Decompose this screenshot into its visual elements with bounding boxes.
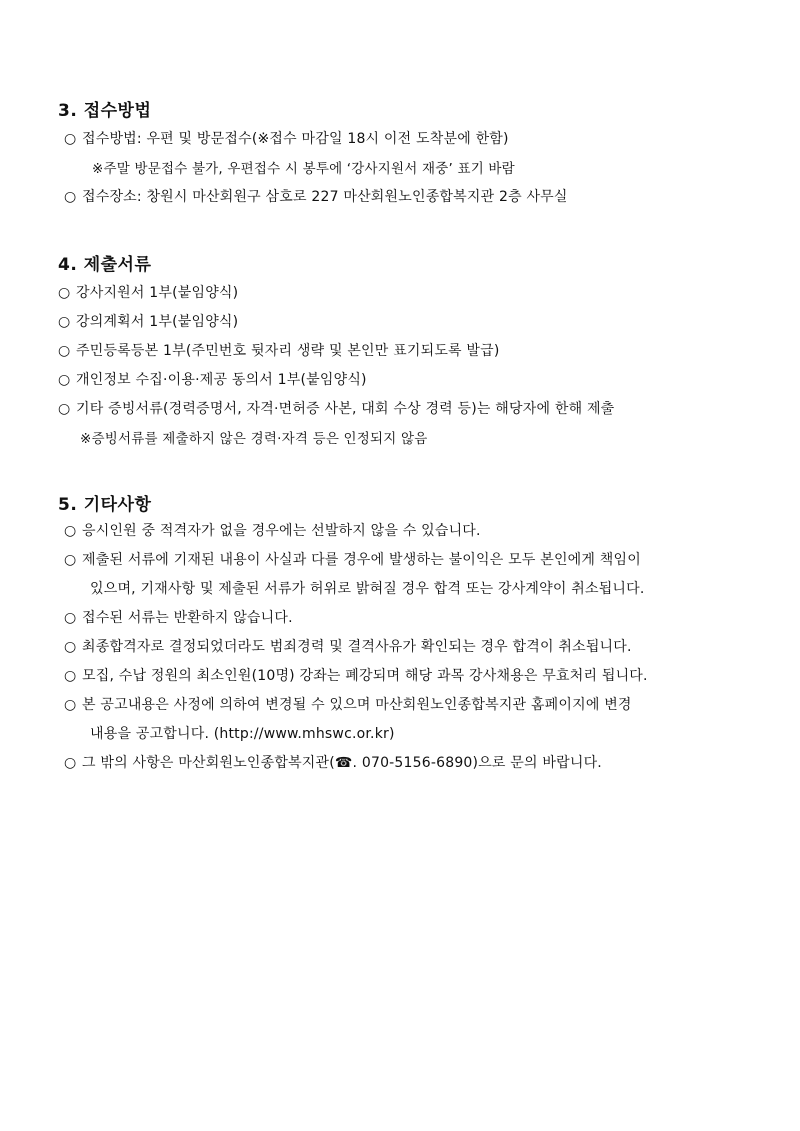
list-item <box>64 128 509 148</box>
list-item <box>58 369 367 389</box>
list-item <box>58 340 500 360</box>
list-item-text: 강의계획서 1부(붙임양식) <box>76 314 239 330</box>
list-item <box>58 282 238 302</box>
list-item <box>64 694 632 714</box>
list-item-text: 접수방법: 우편 및 방문접수(※접수 마감일 18시 이전 도착분에 한함) <box>82 131 509 147</box>
bullet-circle-icon: ○ <box>64 755 77 771</box>
list-item <box>64 549 641 569</box>
list-item-text: 주민등록등본 1부(주민번호 뒷자리 생략 및 본인만 표기되도록 발급) <box>76 343 500 359</box>
bullet-circle-icon: ○ <box>58 285 71 301</box>
list-item <box>58 311 238 331</box>
list-item-continuation: 있으며, 기재사항 및 제출된 서류가 허위로 밝혀질 경우 합격 또는 강사계약이 취소됩니다. <box>90 581 645 597</box>
list-item-text: 기타 증빙서류(경력증명서, 자격·면허증 사본, 대회 수상 경력 등)는 해당자에 한해 제출 <box>76 401 615 417</box>
list-item <box>64 607 293 627</box>
bullet-circle-icon: ○ <box>64 697 77 713</box>
list-item-text: 모집, 수납 정원의 최소인원(10명) 강좌는 폐강되며 해당 과목 강사채용은 무효처리 됩니다. <box>82 668 648 684</box>
list-item-text: 접수된 서류는 반환하지 않습니다. <box>82 610 293 626</box>
list-item-text: 제출된 서류에 기재된 내용이 사실과 다를 경우에 발생하는 불이익은 모두 본인에게 책임이 <box>82 552 641 568</box>
list-item <box>64 636 632 656</box>
bullet-circle-icon: ○ <box>64 668 77 684</box>
list-item-text: 본 공고내용은 사정에 의하여 변경될 수 있으며 마산회원노인종합복지관 홈페이지에 변경 <box>82 697 632 713</box>
bullet-circle-icon: ○ <box>64 610 77 626</box>
list-item <box>64 520 481 540</box>
note-text: ※주말 방문접수 불가, 우편접수 시 봉투에 ‘강사지원서 재중’ 표기 바람 <box>92 161 515 177</box>
bullet-circle-icon: ○ <box>64 552 77 568</box>
section-5-heading: 5. 기타사항 <box>58 495 152 515</box>
list-item <box>64 665 648 685</box>
list-item <box>64 186 568 206</box>
list-item-text: 최종합격자로 결정되었더라도 범죄경력 및 결격사유가 확인되는 경우 합격이 취소됩니다. <box>82 639 632 655</box>
list-item-text: 개인정보 수집·이용·제공 동의서 1부(붙임양식) <box>76 372 367 388</box>
section-4-heading: 4. 제출서류 <box>58 255 152 275</box>
bullet-circle-icon: ○ <box>58 401 71 417</box>
bullet-circle-icon: ○ <box>58 343 71 359</box>
bullet-circle-icon: ○ <box>58 372 71 388</box>
list-item-continuation: 내용을 공고합니다. (http://www.mhswc.or.kr) <box>90 726 395 742</box>
list-item <box>58 398 614 418</box>
list-item-text: 접수장소: 창원시 마산회원구 삼호로 227 마산회원노인종합복지관 2층 사무실 <box>82 189 568 205</box>
list-item-text: 강사지원서 1부(붙임양식) <box>76 285 239 301</box>
section-3-heading: 3. 접수방법 <box>58 101 152 121</box>
list-item <box>64 752 602 772</box>
bullet-circle-icon: ○ <box>64 639 77 655</box>
bullet-circle-icon: ○ <box>64 131 77 147</box>
bullet-circle-icon: ○ <box>64 189 77 205</box>
list-item-text: 그 밖의 사항은 마산회원노인종합복지관(☎. 070-5156-6890)으로 문의 바랍니다. <box>82 755 602 771</box>
bullet-circle-icon: ○ <box>64 523 77 539</box>
note-text: ※증빙서류를 제출하지 않은 경력·자격 등은 인정되지 않음 <box>80 431 428 447</box>
bullet-circle-icon: ○ <box>58 314 71 330</box>
list-item-text: 응시인원 중 적격자가 없을 경우에는 선발하지 않을 수 있습니다. <box>82 523 481 539</box>
